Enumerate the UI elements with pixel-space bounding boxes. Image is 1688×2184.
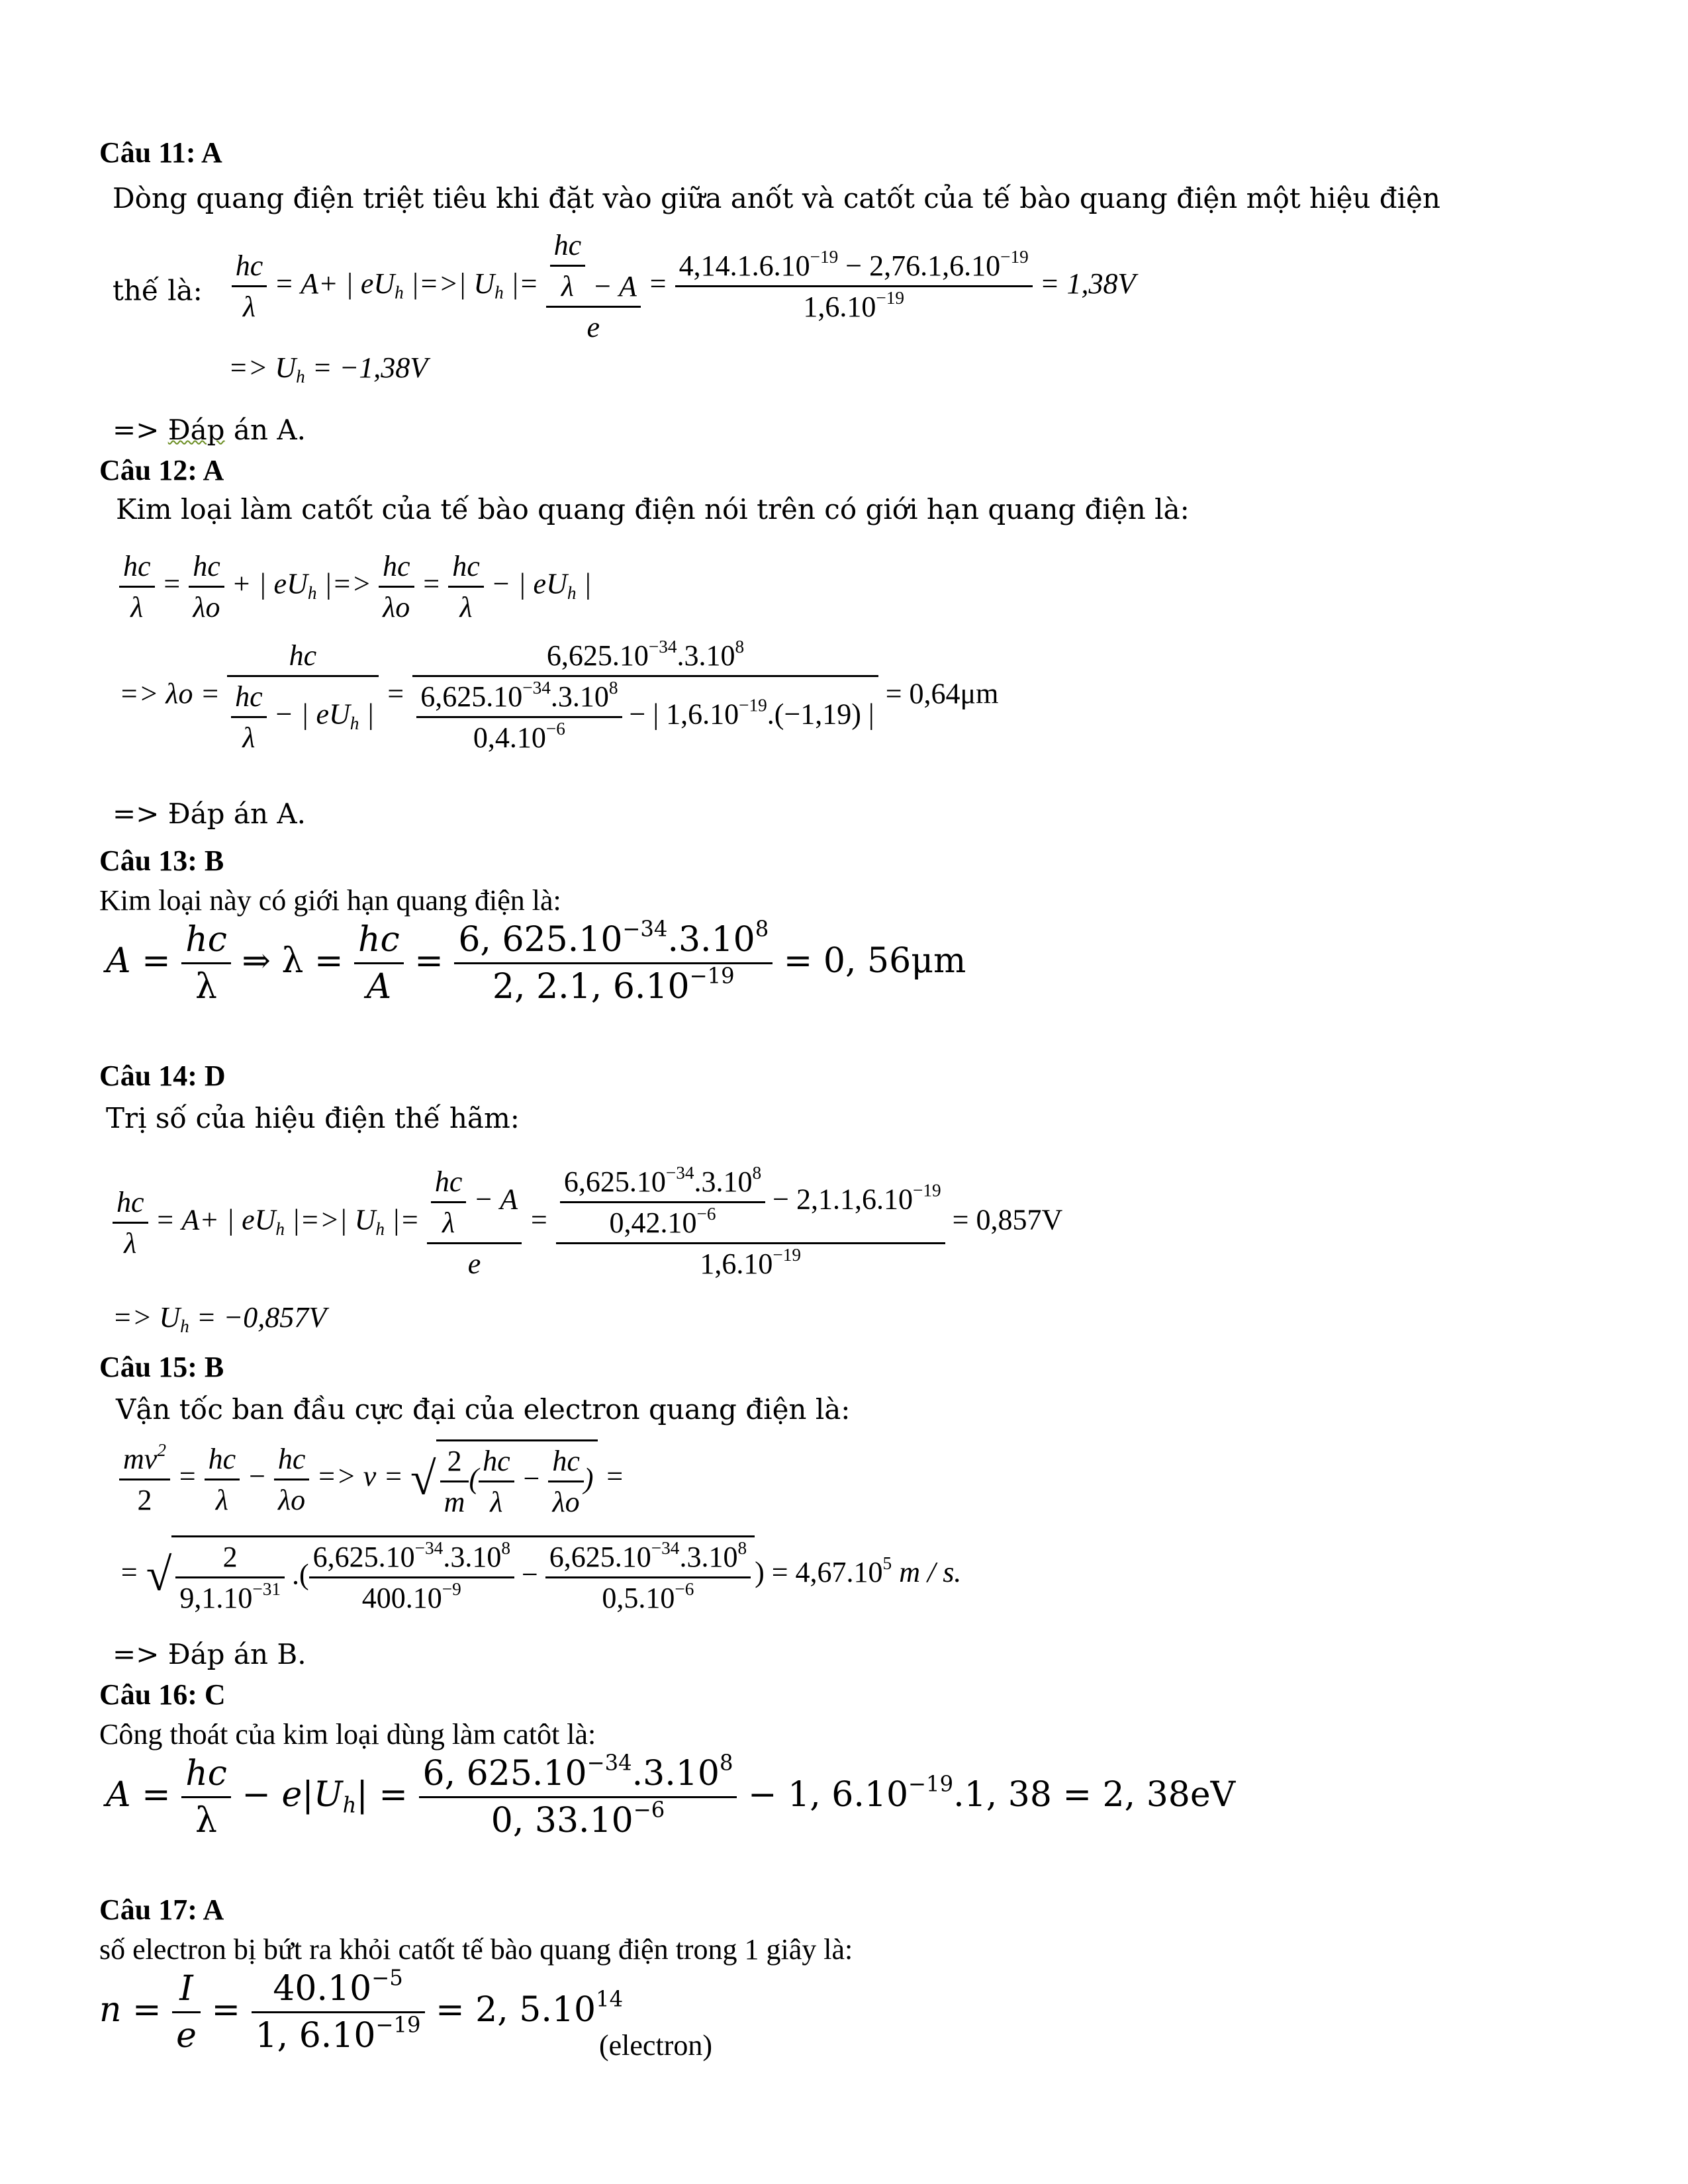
- q11-intro: Dòng quang điện triệt tiêu khi đặt vào giữa anốt và catốt của tế bào quang điện một hiệu điện: [113, 182, 1440, 214]
- q11-heading: Câu 11: A: [99, 136, 222, 169]
- q12-heading: Câu 12: A: [99, 454, 224, 486]
- q17-intro: số electron bị bứt ra khỏi catốt tế bào quang điện trong 1 giây là:: [99, 1933, 853, 1966]
- q12-intro: Kim loại làm catốt của tế bào quang điện nói trên có giới hạn quang điện là:: [116, 493, 1190, 525]
- q11-equation: thế là: $\frac{hc}{\lambda}$ = A+ | $eU_h$ |=>| $U_h$ |= $\frac{hc}{\lambda}$ − A e = $\frac{4,14.1.6.10^{-19} - 2,76.1,6.10^{-19}}{1,6.10^{-19}}$ = 1,38V: [113, 229, 1136, 343]
- q15-answer: => Đáp án B.: [113, 1638, 306, 1670]
- q14-heading: Câu 14: D: [99, 1060, 226, 1092]
- q16-heading: Câu 16: C: [99, 1678, 226, 1711]
- q11-answer: => Đáp án A.: [113, 414, 306, 446]
- q15-eq1: $\frac{mv^2}{2}$ = $\frac{hc}{\lambda}$ − $\frac{hc}{\lambda o}$ => v = √ $\frac{2}{m}$ ( $\frac{hc}{\lambda}$ − $\frac{hc}{\lambda o}$ ) =: [119, 1439, 624, 1519]
- q14-intro: Trị số của hiệu điện thế hãm:: [106, 1102, 520, 1134]
- q16-intro: Công thoát của kim loại dùng làm catôt là:: [99, 1718, 596, 1751]
- q16-equation: A = $\frac{hc}{\lambda}$ − $e|U_h|$ = $\frac{6, 625.10^{-34}.3.10^8}{0, 33.10^{-6}}$ − 1, $6.10^{-19}.1$, 38 = 2, 38eV: [106, 1750, 1236, 1841]
- q13-equation: A = $\frac{hc}{\lambda}$ ⇒ λ = $\frac{hc}{A}$ = $\frac{6, 625.10^{-34}.3.10^8}{2, 2.1, 6.10^{-19}}$ = 0, 56μm: [106, 916, 966, 1007]
- q12-eq2: => λo = hc $\frac{hc}{\lambda}$ − | $eU_h$ | = $6,625.10^{-34}.3.10^8$ $\frac{6,625.10^{-34}.3.10^8}{0,4.10^{-6}}$ − | $1,6.10^{-19}.(-1,19)$ | = 0,64μm: [119, 636, 999, 754]
- q14-equation: $\frac{hc}{\lambda}$ = A+ | $eU_h$ |=>| $U_h$ |= $\frac{hc}{\lambda}$ − A e = $\frac{6,625.10^{-34}.3.10^8}{0,42.10^{-6}}$ − $2,1.1,6.10^{-19}$ $1,6.10^{-19}$ = 0,857V: [113, 1165, 1062, 1281]
- q13-heading: Câu 13: B: [99, 844, 224, 877]
- q17-equation: n = $\frac{I}{e}$ = $\frac{40.10^{-5}}{1, 6.10^{-19}}$ = 2, 5.10$^{14}$: [99, 1965, 624, 2056]
- q15-eq2: = √ $\frac{2}{9,1.10^{-31}}$ .( $\frac{6,625.10^{-34}.3.10^8}{400.10^{-9}}$ − $\frac{6,625.10^{-34}.3.10^8}{0,5.10^{-6}}$ ) = $4,67.10^5$ m / s.: [119, 1535, 961, 1615]
- q17-heading: Câu 17: A: [99, 1893, 224, 1926]
- q12-answer: => Đáp án A.: [113, 797, 306, 830]
- q15-intro: Vận tốc ban đầu cực đại của electron quang điện là:: [116, 1393, 851, 1426]
- q11-line2: => $U_h = -1,38V$: [228, 351, 428, 387]
- q15-heading: Câu 15: B: [99, 1351, 224, 1383]
- q13-intro: Kim loại này có giới hạn quang điện là:: [99, 884, 561, 917]
- q11-lead: thế là:: [113, 274, 203, 307]
- q17-unit: (electron): [599, 2029, 712, 2062]
- q14-line2: => $U_h = -0,857V$: [113, 1301, 327, 1337]
- q12-eq1: $\frac{hc}{\lambda}$ = $\frac{hc}{\lambda o}$ + | $eU_h$ |=> $\frac{hc}{\lambda o}$ = $\frac{hc}{\lambda}$ − | $eU_h$ |: [119, 549, 592, 624]
